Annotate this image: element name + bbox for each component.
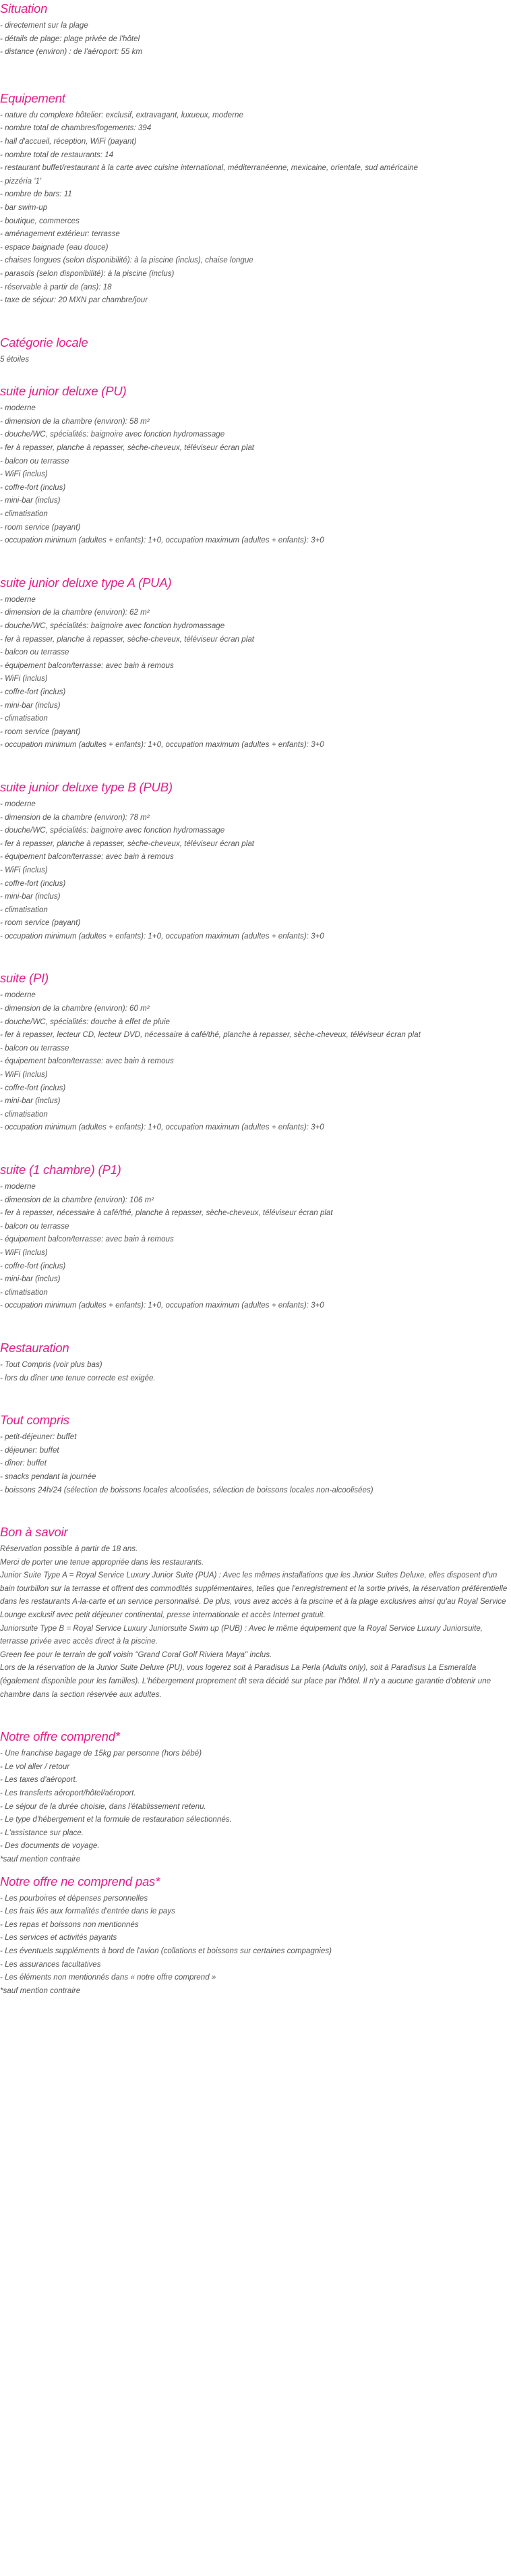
section-equipement bbox=[0, 91, 511, 307]
text-line: - fer à repasser, planche à repasser, sèche-cheveux, téléviseur écran plat bbox=[0, 443, 254, 453]
section-title: Notre offre ne comprend pas* bbox=[0, 1874, 160, 1888]
text-line: - Les éléments non mentionnés dans « notre offre comprend » bbox=[0, 1973, 216, 1982]
text-line: - dimension de la chambre (environ): 106 m² bbox=[0, 1195, 154, 1204]
section-room-pub bbox=[0, 780, 511, 943]
text-line: - climatisation bbox=[0, 714, 48, 723]
text-line: - mini-bar (inclus) bbox=[0, 892, 61, 901]
text-line: - Tout Compris (voir plus bas) bbox=[0, 1360, 102, 1369]
text-line: - mini-bar (inclus) bbox=[0, 1096, 61, 1106]
text-line: - douche/WC, spécialités: baignoire avec fonction hydromassage bbox=[0, 430, 225, 439]
section-lines bbox=[0, 401, 511, 547]
text-line: - taxe de séjour: 20 MXN par chambre/jour bbox=[0, 296, 148, 305]
text-line: Réservation possible à partir de 18 ans. bbox=[0, 1544, 138, 1554]
text-line: - nombre de bars: 11 bbox=[0, 190, 72, 199]
text-line: - dîner: buffet bbox=[0, 1459, 47, 1468]
text-line: - chaises longues (selon disponibilité): à la piscine (inclus), chaise longue bbox=[0, 256, 253, 265]
text-line: - déjeuner: buffet bbox=[0, 1445, 59, 1455]
text-line: - pizzéria '1' bbox=[0, 176, 42, 186]
section-title: Restauration bbox=[0, 1340, 69, 1355]
text-line: - Des documents de voyage. bbox=[0, 1841, 100, 1851]
text-line: - moderne bbox=[0, 1182, 36, 1191]
text-line: - climatisation bbox=[0, 509, 48, 519]
text-line: - Les éventuels suppléments à bord de l'avion (collations et boissons sur certaines compagnies) bbox=[0, 1946, 332, 1955]
text-line: - Les frais liés aux formalités d'entrée dans le pays bbox=[0, 1907, 175, 1916]
text-line: - Les pourboires et dépenses personnelles bbox=[0, 1893, 148, 1903]
text-line: - moderne bbox=[0, 799, 36, 808]
text-line: Merci de porter une tenue appropriée dans les restaurants. bbox=[0, 1557, 204, 1567]
text-line: - fer à repasser, planche à repasser, sèche-cheveux, téléviseur écran plat bbox=[0, 634, 254, 644]
section-lines bbox=[0, 1180, 511, 1312]
text-line: - boissons 24h/24 (sélection de boissons locales alcoolisées, sélection de boissons locales non-alcoolisées) bbox=[0, 1485, 373, 1494]
section-title: Notre offre comprend* bbox=[0, 1729, 120, 1744]
text-line: - douche/WC, spécialités: baignoire avec fonction hydromassage bbox=[0, 621, 225, 630]
text-line: - Le vol aller / retour bbox=[0, 1762, 70, 1771]
text-line: - réservable à partir de (ans): 18 bbox=[0, 282, 112, 291]
text-line: - Le séjour de la durée choisie, dans l'établissement retenu. bbox=[0, 1801, 206, 1811]
text-line: - coffre-fort (inclus) bbox=[0, 482, 66, 492]
section-title: suite junior deluxe type A (PUA) bbox=[0, 575, 172, 590]
section-lines bbox=[0, 1892, 511, 1998]
text-line: - climatisation bbox=[0, 1287, 48, 1297]
text-line: Lors de la réservation de la Junior Suite Deluxe (PU), vous logerez soit à Paradisus La Perla (Adults only), soit à Paradisus La Esmeralda (également disponible pour les familles). L'hébergement proprement dit sera décidé sur place par l'hôtel. Il n'y a aucune garantie d'obtenir une chambre dans la section réservée aux adultes. bbox=[0, 1663, 491, 1699]
text-line: - Les services et activités payants bbox=[0, 1933, 117, 1942]
text-line: - moderne bbox=[0, 403, 36, 413]
text-line: - WiFi (inclus) bbox=[0, 1248, 48, 1257]
text-line: - dimension de la chambre (environ): 62 m² bbox=[0, 608, 150, 617]
text-line: - Une franchise bagage de 15kg par personne (hors bébé) bbox=[0, 1749, 202, 1758]
section-lines bbox=[0, 1358, 511, 1384]
section-title: Situation bbox=[0, 1, 48, 16]
text-line: - parasols (selon disponibilité): à la piscine (inclus) bbox=[0, 269, 175, 278]
text-line: - boutique, commerces bbox=[0, 216, 80, 225]
text-line: Juniorsuite Type B = Royal Service Luxury Juniorsuite Swim up (PUB) : Avec le même équipement que la Royal Service Luxury Juniorsuite, terrasse privée avec accès direct à la piscine. bbox=[0, 1623, 483, 1646]
text-line: *sauf mention contraire bbox=[0, 1854, 81, 1864]
text-line: - room service (payant) bbox=[0, 522, 81, 532]
section-room-pua bbox=[0, 576, 511, 752]
section-lines bbox=[0, 109, 511, 307]
text-line: - balcon ou terrasse bbox=[0, 1043, 69, 1053]
text-line: - climatisation bbox=[0, 1109, 48, 1119]
text-line: - WiFi (inclus) bbox=[0, 1070, 48, 1080]
section-title: suite (PI) bbox=[0, 971, 49, 986]
text-line: - moderne bbox=[0, 594, 36, 604]
text-line: - directement sur la plage bbox=[0, 21, 88, 30]
text-line: - détails de plage: plage privée de l'hôtel bbox=[0, 34, 140, 43]
text-line: - équipement balcon/terrasse: avec bain à remous bbox=[0, 1235, 174, 1244]
section-title: Bon à savoir bbox=[0, 1525, 68, 1540]
text-line: - douche/WC, spécialités: baignoire avec fonction hydromassage bbox=[0, 826, 225, 835]
text-line: - nombre total de chambres/logements: 394 bbox=[0, 123, 152, 133]
text-line: - coffre-fort (inclus) bbox=[0, 1083, 66, 1092]
text-line: - WiFi (inclus) bbox=[0, 674, 48, 683]
text-line: - moderne bbox=[0, 990, 36, 1000]
section-room-p1 bbox=[0, 1163, 511, 1312]
section-lines bbox=[0, 1747, 511, 1866]
text-line: - espace baignade (eau douce) bbox=[0, 242, 109, 252]
text-line: - Les taxes d'aéroport. bbox=[0, 1775, 78, 1785]
text-line: - fer à repasser, nécessaire à café/thé, planche à repasser, sèche-cheveux, téléviseur écran plat bbox=[0, 1208, 333, 1218]
text-line: - coffre-fort (inclus) bbox=[0, 687, 66, 696]
section-lines bbox=[0, 1542, 511, 1701]
section-title: Tout compris bbox=[0, 1413, 69, 1428]
text-line: - équipement balcon/terrasse: avec bain à remous bbox=[0, 1057, 174, 1066]
text-line: *sauf mention contraire bbox=[0, 1986, 81, 1995]
text-line: - fer à repasser, planche à repasser, sèche-cheveux, téléviseur écran plat bbox=[0, 839, 254, 848]
section-lines bbox=[0, 593, 511, 752]
section-room-pu bbox=[0, 384, 511, 547]
section-title: suite (1 chambre) (P1) bbox=[0, 1163, 121, 1177]
section-room-pi bbox=[0, 971, 511, 1134]
section-lines bbox=[0, 988, 511, 1134]
text-line: - mini-bar (inclus) bbox=[0, 1275, 61, 1284]
text-line: - Les repas et boissons non mentionnés bbox=[0, 1920, 139, 1929]
text-line: - occupation minimum (adultes + enfants): 1+0, occupation maximum (adultes + enfants): 3+0 bbox=[0, 1123, 324, 1132]
text-line: - aménagement extérieur: terrasse bbox=[0, 229, 120, 239]
text-line: - climatisation bbox=[0, 905, 48, 914]
text-line: - room service (payant) bbox=[0, 918, 81, 928]
section-situation bbox=[0, 1, 511, 59]
section-tout-compris bbox=[0, 1413, 511, 1496]
section-bon-a-savoir bbox=[0, 1525, 511, 1701]
text-line: - balcon ou terrasse bbox=[0, 456, 69, 466]
text-line: - mini-bar (inclus) bbox=[0, 700, 61, 710]
text-line: - fer à repasser, lecteur CD, lecteur DVD, nécessaire à café/thé, planche à repasser, sèche-cheveux, téléviseur écran plat bbox=[0, 1030, 421, 1040]
text-line: - WiFi (inclus) bbox=[0, 470, 48, 479]
section-offre-comprend bbox=[0, 1729, 511, 1866]
text-line: - mini-bar (inclus) bbox=[0, 496, 61, 505]
text-line: - occupation minimum (adultes + enfants): 1+0, occupation maximum (adultes + enfants): 3+0 bbox=[0, 1301, 324, 1310]
text-line: - dimension de la chambre (environ): 60 m² bbox=[0, 1004, 150, 1013]
section-title: suite junior deluxe (PU) bbox=[0, 384, 127, 399]
section-lines bbox=[0, 1430, 511, 1496]
text-line: - Les transferts aéroport/hôtel/aéroport. bbox=[0, 1789, 136, 1797]
text-line: 5 étoiles bbox=[0, 354, 30, 364]
text-line: - lors du dîner une tenue correcte est exigée. bbox=[0, 1373, 156, 1382]
text-line: - balcon ou terrasse bbox=[0, 1221, 69, 1231]
text-line: - occupation minimum (adultes + enfants): 1+0, occupation maximum (adultes + enfants): 3+0 bbox=[0, 740, 324, 750]
text-line: - distance (environ) : de l'aéroport: 55 km bbox=[0, 47, 142, 57]
section-categorie-locale bbox=[0, 335, 511, 366]
text-line: Green fee pour le terrain de golf voisin "Grand Coral Golf Riviera Maya" inclus. bbox=[0, 1650, 272, 1659]
text-line: - petit-déjeuner: buffet bbox=[0, 1432, 77, 1442]
text-line: - room service (payant) bbox=[0, 727, 81, 736]
text-line: - nature du complexe hôtelier: exclusif, extravagant, luxueux, moderne bbox=[0, 110, 243, 119]
text-line: - coffre-fort (inclus) bbox=[0, 1261, 66, 1270]
text-line: - bar swim-up bbox=[0, 202, 48, 212]
section-offre-ne-comprend-pas bbox=[0, 1874, 511, 1998]
text-line: - occupation minimum (adultes + enfants): 1+0, occupation maximum (adultes + enfants): 3+0 bbox=[0, 536, 324, 545]
section-title: Equipement bbox=[0, 90, 65, 105]
text-line: - hall d'accueil, réception, WiFi (payant) bbox=[0, 136, 137, 146]
text-line: - douche/WC, spécialités: douche à effet de pluie bbox=[0, 1017, 170, 1026]
section-restauration bbox=[0, 1341, 511, 1384]
section-title: suite junior deluxe type B (PUB) bbox=[0, 779, 173, 794]
text-line: - L'assistance sur place. bbox=[0, 1828, 84, 1837]
section-lines bbox=[0, 797, 511, 943]
text-line: - coffre-fort (inclus) bbox=[0, 878, 66, 888]
text-line: Junior Suite Type A = Royal Service Luxury Junior Suite (PUA) : Avec les mêmes installations que les Junior Suites Deluxe, elles disposent d'un bain tourbillon sur la terrasse et offrent des commodités supplémentaires, telles que l'enregistrement et la sortie privés, la réservation préférentielle dans les restaurants A-la-carte et un service personnalisé. De plus, vous avez accès à la piscine et à la plage exclusives ainsi qu'au Royal Service Lounge exclusif avec petit déjeuner continental, presse internationale et accès Internet gratuit. bbox=[0, 1571, 508, 1620]
section-lines bbox=[0, 19, 511, 59]
text-line: - équipement balcon/terrasse: avec bain à remous bbox=[0, 661, 174, 670]
section-lines bbox=[0, 353, 511, 366]
text-line: - WiFi (inclus) bbox=[0, 865, 48, 874]
text-line: - snacks pendant la journée bbox=[0, 1472, 96, 1481]
text-line: - balcon ou terrasse bbox=[0, 648, 69, 657]
text-line: - dimension de la chambre (environ): 78 m² bbox=[0, 812, 150, 822]
text-line: - équipement balcon/terrasse: avec bain à remous bbox=[0, 852, 174, 862]
text-line: - occupation minimum (adultes + enfants): 1+0, occupation maximum (adultes + enfants): 3+0 bbox=[0, 931, 324, 941]
section-title: Catégorie locale bbox=[0, 335, 88, 349]
text-line: - Les assurances facultatives bbox=[0, 1959, 101, 1969]
text-line: - Le type d'hébergement et la formule de restauration sélectionnés. bbox=[0, 1815, 232, 1824]
text-line: - dimension de la chambre (environ): 58 m² bbox=[0, 416, 150, 426]
text-line: - restaurant buffet/restaurant à la carte avec cuisine international, méditerranéenne, mexicaine, orientale, sud américaine bbox=[0, 163, 418, 173]
text-line: - nombre total de restaurants: 14 bbox=[0, 150, 114, 159]
